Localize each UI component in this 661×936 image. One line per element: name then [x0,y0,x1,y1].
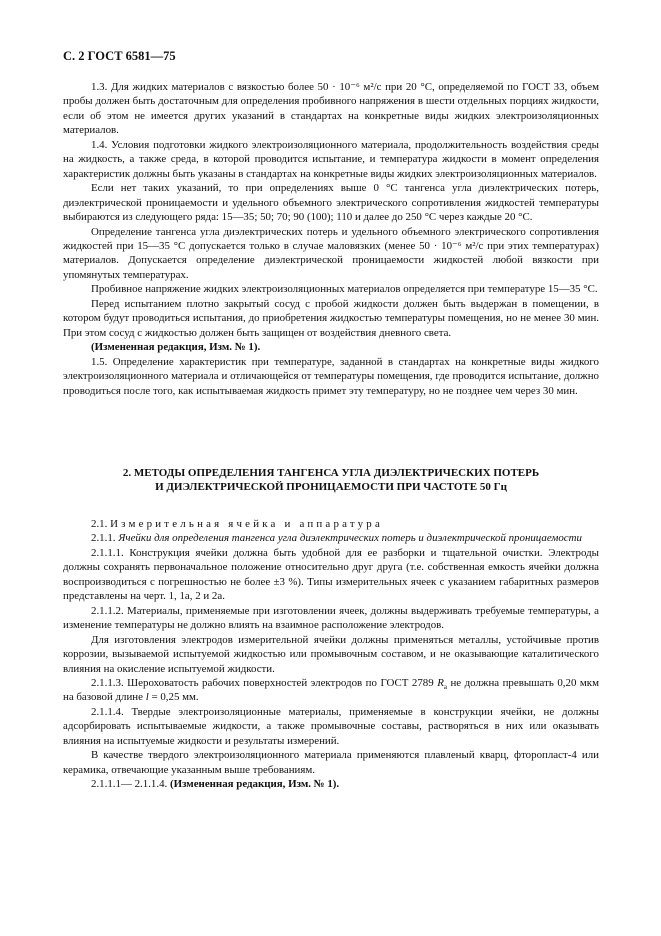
paragraph-breakdown-voltage: Пробивное напряжение жидких электроизоляционных материалов определяется при температуре 15—35 °С. [91,283,598,296]
paragraph-2-1-1-2: 2.1.1.2. Материалы, применяемые при изготовлении ячеек, должны выдерживать требуемые температуры, а изменение температуры не должно влиять на взаимное расположение электродов. [63,604,599,632]
subsection-2-1-1 [63,531,599,545]
section-1-body [63,80,599,398]
length-symbol: l [145,691,149,704]
paragraph-before-test: Перед испытанием плотно закрытый сосуд с пробой жидкости должен быть выдержан в помещении, в котором будут проводиться испытания, до приобретения жидкостью температуры помещения, но не менее 30 мин. При этом сосуд с жидкостью должен быть защищен от воздействия дневного света. [63,297,599,339]
roughness-symbol: R [437,676,444,689]
paragraph-1-4: 1.4. Условия подготовки жидкого электроизоляционного материала, продолжительность воздействия среды на жидкость, а также среда, в которой проводится испытание, и температура жидкости в момент определения характеристик должны быть указаны в стандартах на конкретные виды жидких электроизоляционных материалов. [63,138,599,180]
paragraph-temperature-series: Если нет таких указаний, то при определениях выше 0 °С тангенса угла диэлектрических потерь, диэлектрической проницаемости и удельного объемного электрического сопротивления жидкостей температуры выбираются из следующего ряда: 15—35; 50; 70; 90 (100); 110 и далее до 250 °С через каждые 20 °С. [63,182,599,224]
page-header: С. 2 ГОСТ 6581—75 [63,49,176,63]
amendment-note-2-text: (Измененная редакция, Изм. № 1). [169,778,340,791]
paragraph-2-1-1-3 [63,676,599,705]
paragraph-electrodes: Для изготовления электродов измерительной ячейки должны применяться металлы, устойчивые против коррозии, вызываемой испытуемой жидкостью или промывочным составом, и не оказывающие каталитического влияния на окисление испытуемой жидкости. [63,633,599,675]
subsection-2-1 [63,517,599,531]
paragraph-1-5: 1.5. Определение характеристик при температуре, заданной в стандартах на конкретные виды жидкого электроизоляционного материала и отличающейся от температуры помещения, где проводится испытание, должно проводиться после того, как испытываемая жидкость примет эту температуру, но не позднее чем через 30 мин. [63,355,599,397]
amendment-note-1: (Измененная редакция, Изм. № 1). [91,341,261,354]
paragraph-tangent-determination: Определение тангенса угла диэлектрических потерь и удельного объемного электрического сопротивления жидкостей при 15—35 °С допускается только в случае маловязких (менее 50 · 10⁻⁶ м²/с при этих температурах) материалов. Допускается определение диэлектрической проницаемости жидкостей любой вязкости при упомянутых температурах. [63,225,599,281]
subsection-2-1-1-number: 2.1.1. [91,532,116,545]
paragraph-solid-materials: В качестве твердого электроизоляционного материала применяются плавленый кварц, фторопласт-4 или керамика, отвечающие указанным выше требованиям. [63,749,599,776]
subsection-2-1-1-title: Ячейки для определения тангенса угла диэлектрических потерь и диэлектрической проницаемости [118,532,582,545]
roughness-text-a: 2.1.1.3. Шероховатость рабочих поверхностей электродов по ГОСТ 2789 [91,676,434,689]
subsection-2-1-number: 2.1. [91,518,108,530]
section-2-body [63,517,599,792]
paragraph-1-3: 1.3. Для жидких материалов с вязкостью более 50 · 10⁻⁶ м²/с при 20 °С, определяемой по ГОСТ 33, объем пробы должен быть достаточным для определения пробивного напряжения в шести отдельных порциях жидкости, если об этом не имеется других указаний в стандартах на конкретные виды жидких электроизоляционных материалов. [63,81,599,137]
amendment-note-2-number: 2.1.1.1— 2.1.1.4. [91,778,168,791]
section-2-heading [63,466,599,494]
roughness-text-c: = 0,25 мм. [151,691,199,704]
subsection-2-1-title: Измерительная ячейка и аппаратура [110,518,383,530]
paragraph-2-1-1-1: 2.1.1.1. Конструкция ячейки должна быть удобной для ее разборки и тщательной очистки. Электроды должны сохранять первоначальное положение относительно друг друга (т.е. собственная емкость ячейки должна воспроизводиться с погрешностью не более ±3 %). Типы измерительных ячеек с указанием габаритных размеров представлены на черт. 1, 1а, 2 и 2а. [63,546,599,603]
amendment-note-2 [63,777,599,791]
paragraph-2-1-1-4: 2.1.1.4. Твердые электроизоляционные материалы, применяемые в конструкции ячейки, не должны адсорбировать испытываемые жидкости, а также промывочные составы, растворяться в них или оказывать влияния на испытуемые жидкости и результаты измерений. [63,705,599,747]
roughness-text-b: не должна превышать 0,20 мкм на базовой длине [63,676,599,704]
roughness-subscript: a [443,683,447,692]
section-2-heading-line-2: И ДИЭЛЕКТРИЧЕСКОЙ ПРОНИЦАЕМОСТИ ПРИ ЧАСТОТЕ 50 Гц [155,481,507,493]
section-2-heading-line-1: 2. МЕТОДЫ ОПРЕДЕЛЕНИЯ ТАНГЕНСА УГЛА ДИЭЛЕКТРИЧЕСКИХ ПОТЕРЬ [122,467,540,479]
